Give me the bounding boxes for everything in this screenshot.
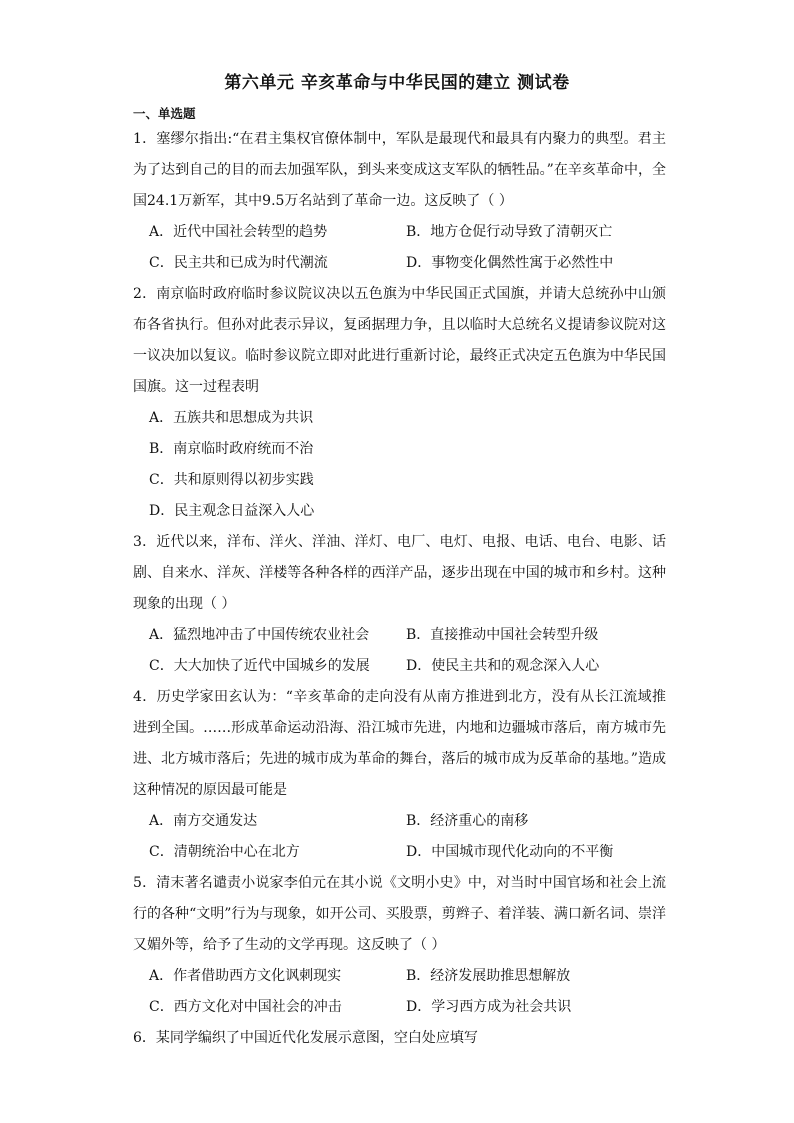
- option-a[interactable]: A．猛烈地冲击了中国传统农业社会: [149, 627, 370, 643]
- option-row: [133, 992, 666, 1023]
- question-1: [133, 124, 666, 279]
- option-row: [133, 837, 666, 868]
- option-b[interactable]: B．地方仓促行动导致了清朝灭亡: [406, 224, 613, 240]
- question-stem: 4．历史学家田玄认为：“辛亥革命的走向没有从南方推进到北方，没有从长江流域推进到全国。……形成革命运动沿海、沿江城市先进，内地和边疆城市落后，南方城市先进、北方城市落后；先进的城市成为革命的舞台，落后的城市成为反革命的基地。”造成这种情况的原因最可能是: [133, 689, 666, 798]
- question-stem: 2．南京临时政府临时参议院议决以五色旗为中华民国正式国旗，并请大总统孙中山颁布各省执行。但孙对此表示异议，复函据理力争，且以临时大总统名义提请参议院对这一议决加以复议。临时参议院立即对此进行重新讨论，最终正式决定五色旗为中华民国国旗。这一过程表明: [133, 286, 666, 395]
- option-a[interactable]: A．近代中国社会转型的趋势: [149, 224, 328, 240]
- question-stem: 1．塞缪尔指出:“在君主集权官僚体制中，军队是最现代和最具有内聚力的典型。君主为了达到自己的目的而去加强军队，到头来变成这支军队的牺牲品。”在辛亥革命中，全国24.1万新军，其中9.5万名站到了革命一边。这反映了（ ）: [133, 131, 666, 209]
- question-4: [133, 682, 666, 868]
- option-a[interactable]: A．作者借助西方文化讽刺现实: [149, 968, 342, 984]
- section-heading: 一、单选题: [133, 106, 196, 121]
- question-5: [133, 868, 666, 1023]
- option-d[interactable]: D．使民主共和的观念深入人心: [406, 658, 600, 674]
- question-stem: 3．近代以来，洋布、洋火、洋油、洋灯、电厂、电灯、电报、电话、电台、电影、话剧、自来水、洋灰、洋楼等各种各样的西洋产品，逐步出现在中国的城市和乡村。这种现象的出现（ ）: [133, 534, 666, 612]
- question-3: [133, 527, 666, 682]
- option-row: [133, 217, 666, 248]
- option-c[interactable]: C．清朝统治中心在北方: [149, 844, 300, 860]
- option-b[interactable]: B．直接推动中国社会转型升级: [406, 627, 599, 643]
- option-d[interactable]: D．学习西方成为社会共识: [406, 999, 572, 1015]
- option-c[interactable]: C．大大加快了近代中国城乡的发展: [149, 658, 370, 674]
- option-d[interactable]: D．民主观念日益深入人心: [149, 503, 315, 519]
- question-2: [133, 279, 666, 527]
- option-row: [133, 620, 666, 651]
- question-6: [133, 1023, 666, 1054]
- option-row: [133, 806, 666, 837]
- question-stem: 6．某同学编织了中国近代化发展示意图，空白处应填写: [133, 1030, 478, 1046]
- page-title: 第六单元 辛亥革命与中华民国的建立 测试卷: [224, 73, 570, 93]
- option-row: [133, 651, 666, 682]
- option-c[interactable]: C．西方文化对中国社会的冲击: [149, 999, 342, 1015]
- option-row: [133, 961, 666, 992]
- option-d[interactable]: D．事物变化偶然性寓于必然性中: [406, 255, 614, 271]
- option-b[interactable]: B．经济发展助推思想解放: [406, 968, 571, 984]
- option-b[interactable]: B．经济重心的南移: [406, 813, 529, 829]
- option-c[interactable]: C．民主共和已成为时代潮流: [149, 255, 328, 271]
- question-stem: 5．清末著名谴责小说家李伯元在其小说《文明小史》中，对当时中国官场和社会上流行的各种“文明”行为与现象，如开公司、买股票，剪辫子、着洋装、满口新名词、崇洋又媚外等，给予了生动的文学再现。这反映了（ ）: [133, 875, 666, 953]
- option-c[interactable]: C．共和原则得以初步实践: [149, 472, 314, 488]
- question-list: [133, 124, 666, 1054]
- option-row: [133, 248, 666, 279]
- option-a[interactable]: A．五族共和思想成为共识: [149, 410, 314, 426]
- option-b[interactable]: B．南京临时政府统而不治: [149, 441, 314, 457]
- option-d[interactable]: D．中国城市现代化动向的不平衡: [406, 844, 614, 860]
- option-a[interactable]: A．南方交通发达: [149, 813, 258, 829]
